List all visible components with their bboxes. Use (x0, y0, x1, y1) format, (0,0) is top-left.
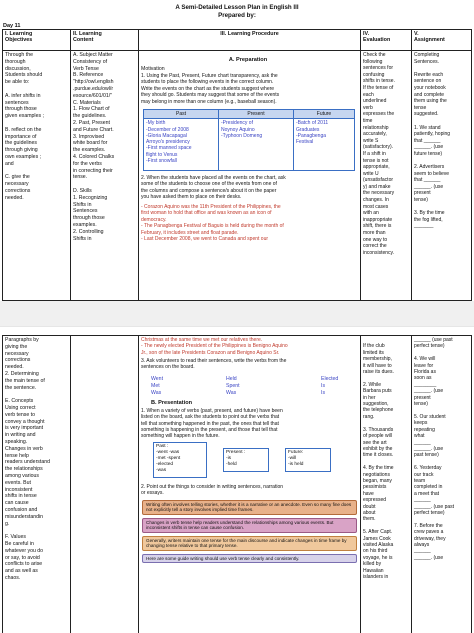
header-assignment: V. Assignment (414, 31, 445, 44)
verb-word: Is (321, 390, 326, 396)
verb-word: Went (151, 376, 164, 382)
chart-header-past: Past (144, 110, 219, 119)
objectives-cell-continued: Paragraphs by giving the necessary corrections needed. 2. Determining the main tense of the sentence. E. Concepts Using correct verb tense to convey a thought is very important in writing and speaking. Changes in verb tense help readers understand the relationships among various events. But inconsistent shifts in tense can cause confusion and misunderstandin g. F. Values Be careful in whatever you do or say, to avoid conflicts to arise and as well as chaos. (3, 336, 71, 633)
evaluation-cell-continued (361, 336, 412, 633)
guideline-note-2: Changes in verb tense help readers understand the relationships among various events. But inconsistent shifts in tense can cause confusion. (142, 518, 357, 533)
example-sentences-continued: Christmas at the same time we met our relatives there. - The newly elected President of the Philippines is Benigno Aquino Jr., son of the late Presidents Corazon and Benigno Aquino Sr. (141, 337, 288, 356)
verb-word: Spent (226, 383, 240, 389)
lesson-table-body-2 (2, 335, 472, 633)
chart-past-events: -My birth -December of 2008 -Gloria Macapagal Arroyo's presidency -First manned space flight to Venus -First snowfall (144, 119, 219, 171)
objectives-cell: Through the thorough discussion, Students should be able to: A. infer shifts in sentences through those given examples ; B. reflect on the importance of the guidelines through giving own examples ; and C. give the necessary corrections needed. (3, 51, 71, 300)
procedure-step-3: 3. Ask volunteers to read their sentences, write the verbs from the sentences on the board. (141, 358, 287, 371)
header-objectives: I. Learning Objectives (3, 30, 71, 50)
verb-word: Elected (321, 376, 339, 382)
chart-future-events: -Batch of 2011 Graduates -Panagbenga Festival (294, 119, 355, 171)
header-procedure: III. Learning Procedure (139, 30, 361, 50)
preparation-heading: A. Preparation (228, 57, 268, 63)
guideline-note-3: Generally, writers maintain one tense for the main discourse and indicate changes in time frame by changing tense relative to that primary tense. (142, 536, 357, 551)
header-evaluation: IV. Evaluation (361, 30, 412, 50)
table-header (2, 29, 472, 51)
future-verbs-box: Future: -will -is held (285, 448, 331, 472)
content-cell-continued (71, 336, 139, 633)
past-present-future-chart (143, 109, 355, 171)
verb-word: Held (226, 376, 237, 382)
document-title: A Semi-Detailed Lesson Plan in English III (175, 4, 299, 11)
assignment-cell: Completing Sentences. Rewrite each sentence on your notebook and complete them using the tense suggested. 1. We stand patiently, hoping that ______ ______. (use future tense) 2. Advertisers seem to believe that ______ ______. (use present tense) 3. By the time the fog lifted, _______ (414, 52, 451, 230)
verb-word: Was (151, 390, 162, 396)
page-gap (0, 301, 474, 326)
verb-word: Met (151, 383, 160, 389)
chart-header-present: Present (219, 110, 294, 119)
motivation-step-1: 1. Using the Past, Present, Future chart transparency, ask the students to place the following events in the correct column. Write the events on the chart as the students suggest where they should go. Students may suggest that some of the events may belong in more than one column (e.g., baseball season). (141, 73, 280, 105)
lesson-plan-page-1 (0, 0, 474, 301)
example-sentences: - Corazon Aquino was the 11th President of the Philippines, the first woman to hold that office and was known as an icon of democracy. - The Panagbenga Festival of Baguio is held during the month of February, it includes street and float parade. - Last December 2008, we went to Canada and spent our (141, 204, 284, 243)
presentation-step-1: 1. When a variety of verbs (past, present, and future) have been listed on the board, ask the students to point out the verbs that tell that something happened in the past, the ones that tell that something is happening in the present, and those that tell that something will happen in the future. (141, 408, 283, 440)
prepared-by: Prepared by: (218, 12, 256, 19)
procedure-step-2: 2. When the students have placed all the events on the chart, ask some of the students to choose one of the events from one of the columns and compose a sentence/s about it on the paper you have asked them to place on their desks. (141, 175, 286, 201)
presentation-step-2: 2. Point out the things to consider in writing sentences, narration or essays. (141, 484, 284, 497)
day-label: Day 11 (3, 23, 21, 29)
present-verbs-box: Present : -is -held (223, 448, 269, 472)
lesson-plan-page-2 (0, 326, 474, 633)
lesson-table-body-1 (2, 51, 472, 301)
guideline-note-1: Writing often involves telling stories, whether it is a narrative or an anecdote. Even so many fine does not explicitly tell a story involves implied time frames. (142, 500, 357, 515)
header-content: II. Learning Content (71, 30, 139, 50)
verb-word: Is (321, 383, 326, 389)
verb-word: Was (226, 390, 237, 396)
procedure-cell-continued (139, 336, 361, 633)
procedure-cell (139, 51, 361, 300)
guideline-note-4: Here are some guide writing should use verb tense clearly and consistently. (142, 554, 357, 563)
presentation-heading: B. Presentation (151, 400, 193, 406)
evaluation-items: If the club limited its membership, it will have to raise its dues. 2. While Barbara puts in her suggestion, the telephone rang. 3. Thousands of people will see the art exhibit by the time it closes. 4. By the time negotiations began, many pessimists have expressed doubt about them. 5. After Capt. James Cook visited Alaska on his third voyage, he is killed by Hawaiian islanders in (363, 343, 394, 581)
chart-present-events: -Presidency of Noynoy Aquino -Typhoon Domeng (219, 119, 294, 171)
content-cell: A. Subject Matter Consistency of Verb Tense B. Reference "http://owl.english .purdue.edu/owl/r esource/601/01/" C. Materials 1. Flow Chart of the guidelines. 2. Past, Present and Future Chart. 3. Improvised white board for the examples. 4. Colored Chalks for the verbs in correcting their tense. D. Skills 1. Recognizing Shifts in Sentences through those examples. 2. Controlling Shifts in (71, 51, 139, 300)
evaluation-cell: Check the following sentences for confusing shifts in tense. If the tense of each underlined verb expresses the time relationship accurately, write S (satisfactory). If a shift in tense is not appropriate, write U (unsatisfactor y) and make the necessary changes. In most cases with an inappropriate shift, there is more than one way to correct the inconsistency. (361, 51, 412, 300)
motivation-label: Motivation (141, 66, 165, 72)
past-verbs-box: Past : -went -was -met -spent -elected -was (153, 442, 207, 478)
assignment-cell-continued: ______ (use past perfect tense) 4. We will leave for Florida as soon as ________ ______. (use present tense) 5. Our student keeps repeating what ______ ______. (use past tense) 6. Yesterday our track team completed in a meet that ______ ______. (use past perfect tense) 7. Before the crew paves a driveway, they always ______ ______. (use (414, 337, 455, 561)
chart-header-future: Future (294, 110, 355, 119)
